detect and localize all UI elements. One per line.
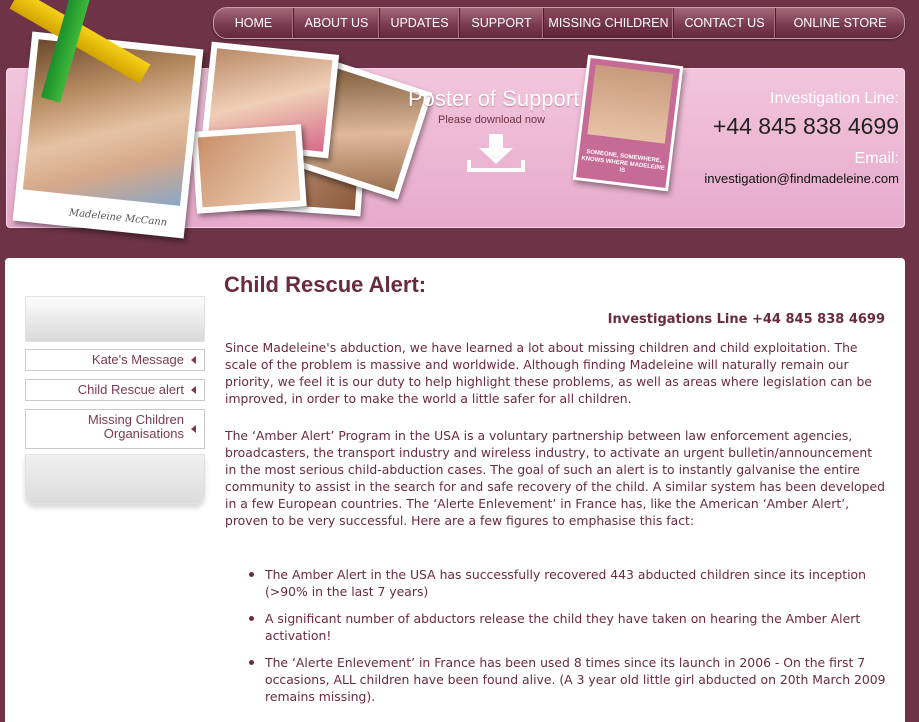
poster-title: Poster of Support <box>408 86 580 111</box>
figures-list <box>225 566 887 715</box>
investigations-line: Investigations Line +44 845 838 4699 <box>607 312 885 327</box>
sidebar-item-kates-message[interactable]: Kate's Message <box>25 349 205 371</box>
content-area <box>5 258 905 722</box>
investigation-phone: +44 845 838 4699 <box>712 113 899 139</box>
list-item: A significant number of abductors release the child they have taken on hearing the Amber Alert activation! <box>225 610 887 644</box>
intro-paragraph: Since Madeleine's abduction, we have learned a lot about missing children and child exploitation. The scale of the problem is massive and worldwide. Although finding Madeleine will naturally remain our priority, we feel it is our duty to help highlight these problems, as well as areas where legislation can be improved, in order to make the world a little safer for all children. <box>225 340 872 406</box>
nav-support[interactable]: SUPPORT <box>460 8 544 38</box>
photo-caption: Madeleine McCann <box>68 207 168 229</box>
list-item: The Amber Alert in the USA has successfully recovered 443 abducted children since its inception (>90% in the last 7 years) <box>225 566 887 600</box>
collage-photo-5 <box>191 124 306 213</box>
sidebar-item-child-rescue-alert[interactable]: Child Rescue alert <box>25 379 205 401</box>
investigation-line-label: Investigation Line: <box>770 90 899 107</box>
sidebar-item-missing-children-organisations[interactable]: Missing Children Organisations <box>25 409 205 449</box>
sidebar-footer <box>25 454 205 504</box>
download-arrow-icon[interactable] <box>467 132 525 174</box>
nav-about-us[interactable]: ABOUT US <box>294 8 380 38</box>
nav-home[interactable]: HOME <box>214 8 294 38</box>
poster-thumbnail[interactable] <box>573 55 684 192</box>
email-label: Email: <box>854 150 899 167</box>
main-nav <box>213 7 905 39</box>
nav-contact-us[interactable]: CONTACT US <box>674 8 776 38</box>
page-title: Child Rescue Alert: <box>224 272 427 297</box>
poster-subtitle: Please download now <box>438 114 546 126</box>
poster-caption: SOMEONE, SOMEWHERE, KNOWS WHERE MADELEINE IS <box>580 149 666 174</box>
nav-online-store[interactable]: ONLINE STORE <box>793 16 887 30</box>
nav-updates[interactable]: UPDATES <box>380 8 460 38</box>
amber-alert-paragraph: The ‘Amber Alert’ Program in the USA is a voluntary partnership between law enforcement agencies, broadcasters, the transport industry and wireless industry, to activate an urgent bulletin/announcement in the most serious child-abduction cases. The goal of such an alert is to instantly galvanise the entire community to assist in the search for and safe recovery of the child. A similar system has been developed in a few European countries. The ‘Alerte Enlevement’ in France has, like the American ‘Amber Alert’, proven to be very successful. Here are a few figures to emphasise this fact: <box>225 428 885 528</box>
list-item: The ‘Alerte Enlevement’ in France has been used 8 times since its launch in 2006 - On the first 7 occasions, ALL children have been found alive. (A 3 year old little girl abducted on 20th March 2009 remains missing). <box>225 654 887 705</box>
sidebar-header <box>25 296 205 342</box>
email-link[interactable]: investigation@findmadeleine.com <box>704 171 899 186</box>
nav-missing-children[interactable]: MISSING CHILDREN <box>544 8 674 38</box>
